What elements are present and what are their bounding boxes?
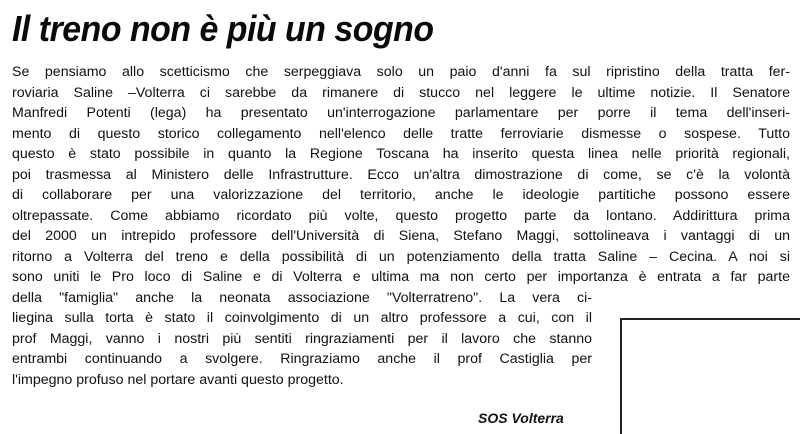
article-line: poi trasmessa al Ministero delle Infrastrutture. Ecco un'altra dimostrazione di come, se c'è la volontà [12, 166, 790, 183]
image-frame [620, 318, 800, 434]
article-line: del 2000 un intrepido professore dell'Università di Siena, Stefano Maggi, sottolineava i vantaggi di un [12, 228, 790, 244]
article-line: sono uniti le Pro loco di Saline e di Volterra e ultima ma non certo per importanza è entrata a far parte [12, 269, 790, 285]
article-line: oltrepassate. Come abbiamo ricordato più volte, questo progetto parte da lontano. Addirittura prima [12, 207, 790, 224]
article-signature: SOS Volterra [478, 410, 564, 426]
article-line: ritorno a Volterra del treno e della possibilità di un potenziamento della tratta Saline – Cecina. A noi si [12, 248, 790, 265]
article-line: Se pensiamo allo scetticismo che serpeggiava solo un paio d'anni fa sul ripristino della tratta fer- [12, 64, 790, 80]
article-line: di collaborare per una valorizzazione del territorio, anche le ideologie partitiche possono essere [12, 187, 790, 203]
article-line: entrambi continuando a svolgere. Ringraziamo anche il prof Castiglia per [12, 351, 592, 367]
article-line: mento di questo storico collegamento nell'elenco delle tratte ferroviarie dismesse o sospese. Tutto [12, 125, 790, 142]
article-line: Manfredi Potenti (lega) ha presentato un'interrogazione parlamentare per porre il tema dell'inseri- [12, 105, 790, 121]
article-headline: Il treno non è più un sogno [12, 8, 434, 49]
article-line: questo è stato possibile in quanto la Regione Toscana ha inserito questa linea nelle priorità regionali, [12, 146, 790, 162]
article-line: liegina sulla torta è stato il coinvolgimento di un altro professore a cui, con il [12, 310, 592, 326]
article-line: prof Maggi, vanno i nostri più sentiti ringraziamenti per il lavoro che stanno [12, 330, 592, 347]
article-line: l'impegno profuso nel portare avanti questo progetto. [12, 371, 344, 388]
article-line: roviaria Saline –Volterra ci sarebbe da rimanere di stucco nel leggere le ultime notizie. Il Senatore [12, 84, 790, 101]
article-line: della "famiglia" anche la neonata associazione "Volterratreno". La vera ci- [12, 289, 592, 306]
